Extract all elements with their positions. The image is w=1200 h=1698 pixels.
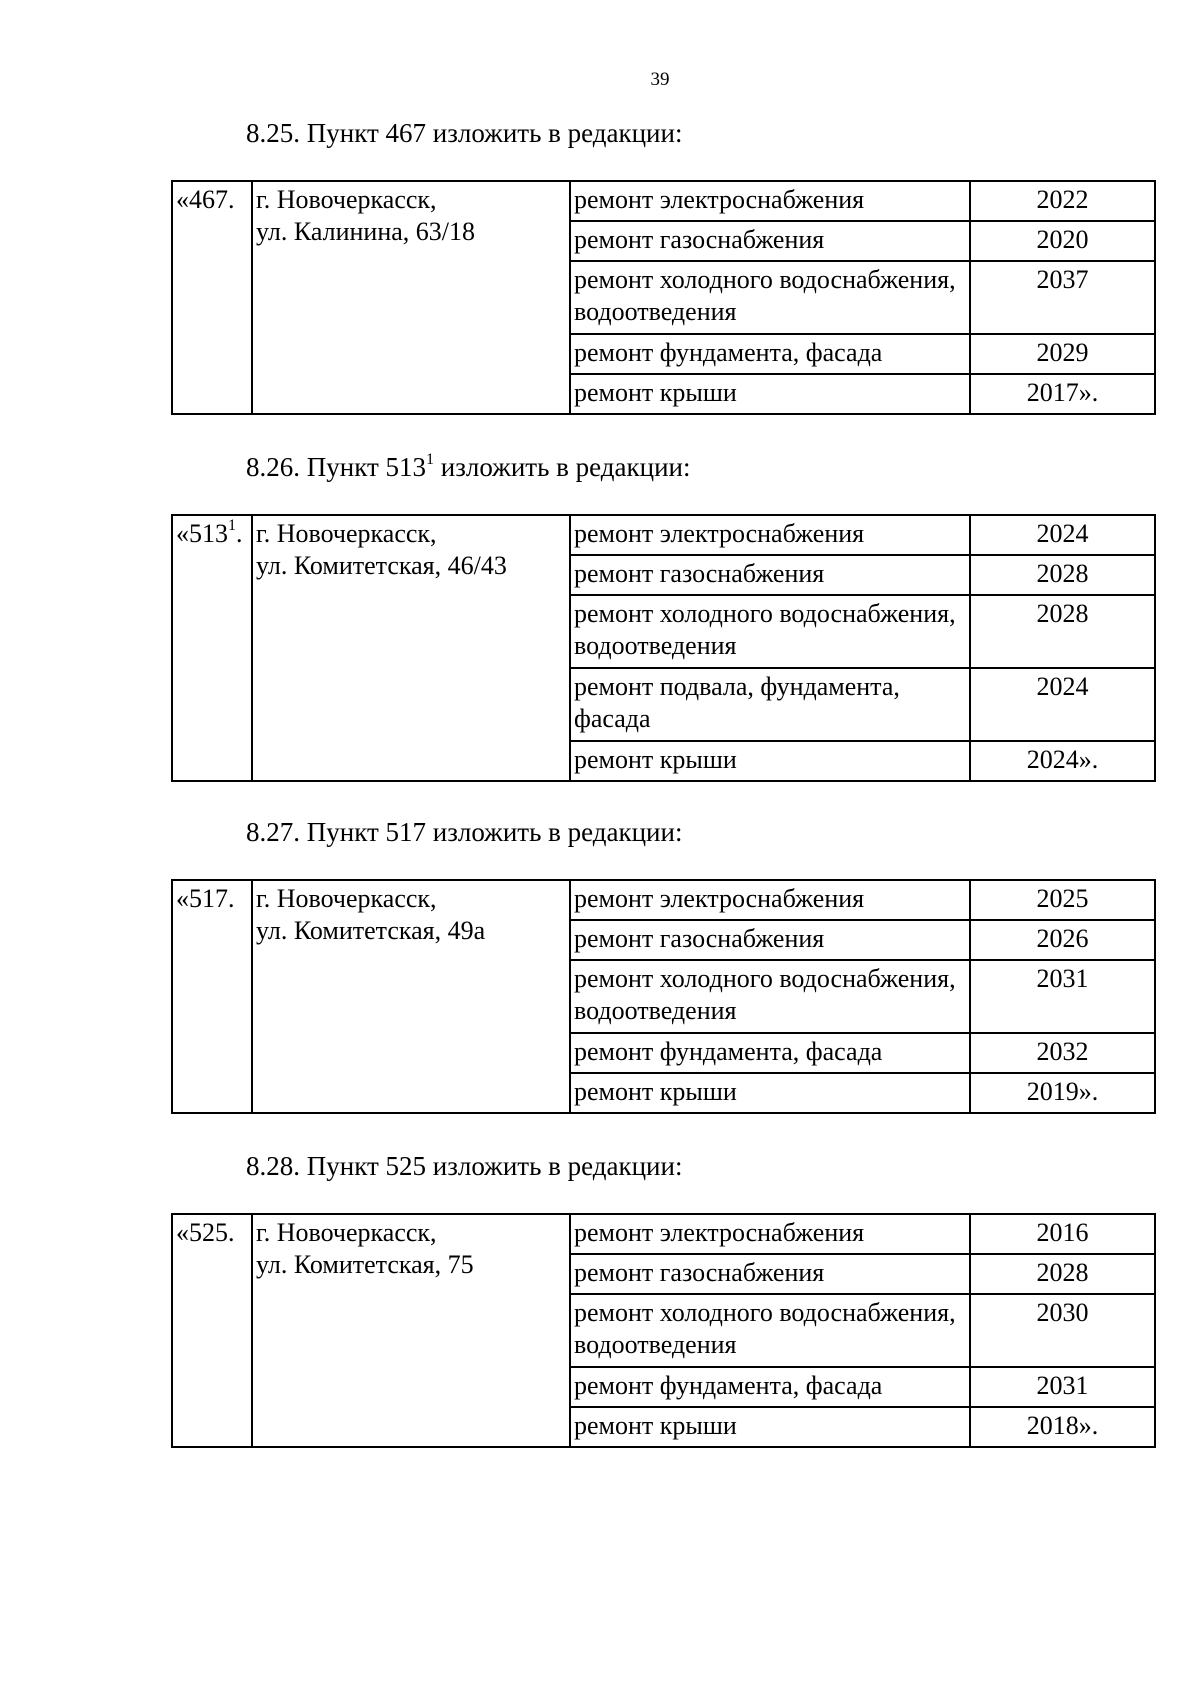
table-row: [172, 1214, 1155, 1254]
work-year: 2031: [970, 960, 1155, 1033]
work-name: ремонт фундамента, фасада: [570, 334, 970, 374]
work-year: 2028: [970, 1254, 1155, 1294]
work-year: 2024».: [970, 741, 1155, 781]
work-name: ремонт электроснабжения: [570, 880, 970, 920]
work-name: ремонт газоснабжения: [570, 1254, 970, 1294]
section-heading-8-28: [246, 1150, 682, 1182]
entry-number-cell: [172, 181, 252, 414]
address-cell: [252, 1214, 570, 1447]
work-name: ремонт электроснабжения: [570, 181, 970, 221]
entry-number: «517.: [176, 884, 235, 913]
address-street: ул. Калинина, 63/18: [256, 217, 475, 246]
entry-number-cell: [172, 515, 252, 781]
amend-table-467: [171, 180, 1156, 415]
work-year: 2030: [970, 1294, 1155, 1367]
work-name: ремонт крыши: [570, 374, 970, 414]
work-year: 2037: [970, 261, 1155, 334]
entry-number-suffix: .: [236, 519, 243, 548]
work-name: ремонт крыши: [570, 1407, 970, 1447]
work-year: 2022: [970, 181, 1155, 221]
work-name: ремонт фундамента, фасада: [570, 1033, 970, 1073]
address-city: г. Новочеркасск,: [256, 185, 437, 214]
address-cell: [252, 880, 570, 1113]
section-heading-text: 8.26. Пункт 513: [246, 452, 427, 482]
section-heading-text: 8.27. Пункт 517 изложить в редакции:: [246, 817, 683, 847]
amend-table-517: [171, 879, 1156, 1114]
section-heading-8-25: [246, 117, 682, 149]
work-name: ремонт электроснабжения: [570, 515, 970, 555]
work-name: ремонт холодного водоснабжения, водоотведения: [570, 1294, 970, 1367]
work-name: ремонт газоснабжения: [570, 221, 970, 261]
address-city: г. Новочеркасск,: [256, 884, 437, 913]
table-row: [172, 515, 1155, 555]
section-heading-8-27: [246, 816, 682, 848]
section-heading-rest: изложить в редакции:: [434, 452, 691, 482]
address-city: г. Новочеркасск,: [256, 519, 437, 548]
work-name: ремонт крыши: [570, 741, 970, 781]
section-heading-superscript: 1: [426, 451, 435, 468]
work-year: 2018».: [970, 1407, 1155, 1447]
address-city: г. Новочеркасск,: [256, 1218, 437, 1247]
work-name: ремонт электроснабжения: [570, 1214, 970, 1254]
work-name: ремонт холодного водоснабжения, водоотведения: [570, 261, 970, 334]
table-row: [172, 181, 1155, 221]
work-name: ремонт холодного водоснабжения, водоотведения: [570, 960, 970, 1033]
work-year: 2028: [970, 555, 1155, 595]
address-street: ул. Комитетская, 49а: [256, 916, 486, 945]
entry-number-superscript: 1: [228, 517, 236, 535]
address-cell: [252, 181, 570, 414]
work-year: 2019».: [970, 1073, 1155, 1113]
entry-number: «513: [176, 519, 228, 548]
work-year: 2025: [970, 880, 1155, 920]
table-row: [172, 880, 1155, 920]
work-name: ремонт газоснабжения: [570, 920, 970, 960]
work-year: 2024: [970, 515, 1155, 555]
section-heading-8-26: [246, 451, 690, 483]
section-heading-text: 8.25. Пункт 467 изложить в редакции:: [246, 118, 683, 148]
entry-number: «467.: [176, 185, 235, 214]
work-year: 2026: [970, 920, 1155, 960]
work-year: 2020: [970, 221, 1155, 261]
page-number: 39: [650, 69, 670, 90]
entry-number-cell: [172, 1214, 252, 1447]
amend-table-525: [171, 1213, 1156, 1448]
amend-table-513-1: [171, 514, 1156, 782]
address-street: ул. Комитетская, 75: [256, 1250, 474, 1279]
work-year: 2032: [970, 1033, 1155, 1073]
work-year: 2017».: [970, 374, 1155, 414]
work-year: 2016: [970, 1214, 1155, 1254]
work-name: ремонт холодного водоснабжения, водоотведения: [570, 595, 970, 668]
entry-number: «525.: [176, 1218, 235, 1247]
address-street: ул. Комитетская, 46/43: [256, 551, 507, 580]
work-year: 2028: [970, 595, 1155, 668]
work-name: ремонт подвала, фундамента, фасада: [570, 668, 970, 741]
work-year: 2029: [970, 334, 1155, 374]
entry-number-cell: [172, 880, 252, 1113]
work-name: ремонт фундамента, фасада: [570, 1367, 970, 1407]
work-year: 2024: [970, 668, 1155, 741]
work-year: 2031: [970, 1367, 1155, 1407]
work-name: ремонт газоснабжения: [570, 555, 970, 595]
address-cell: [252, 515, 570, 781]
section-heading-text: 8.28. Пункт 525 изложить в редакции:: [246, 1151, 683, 1181]
work-name: ремонт крыши: [570, 1073, 970, 1113]
